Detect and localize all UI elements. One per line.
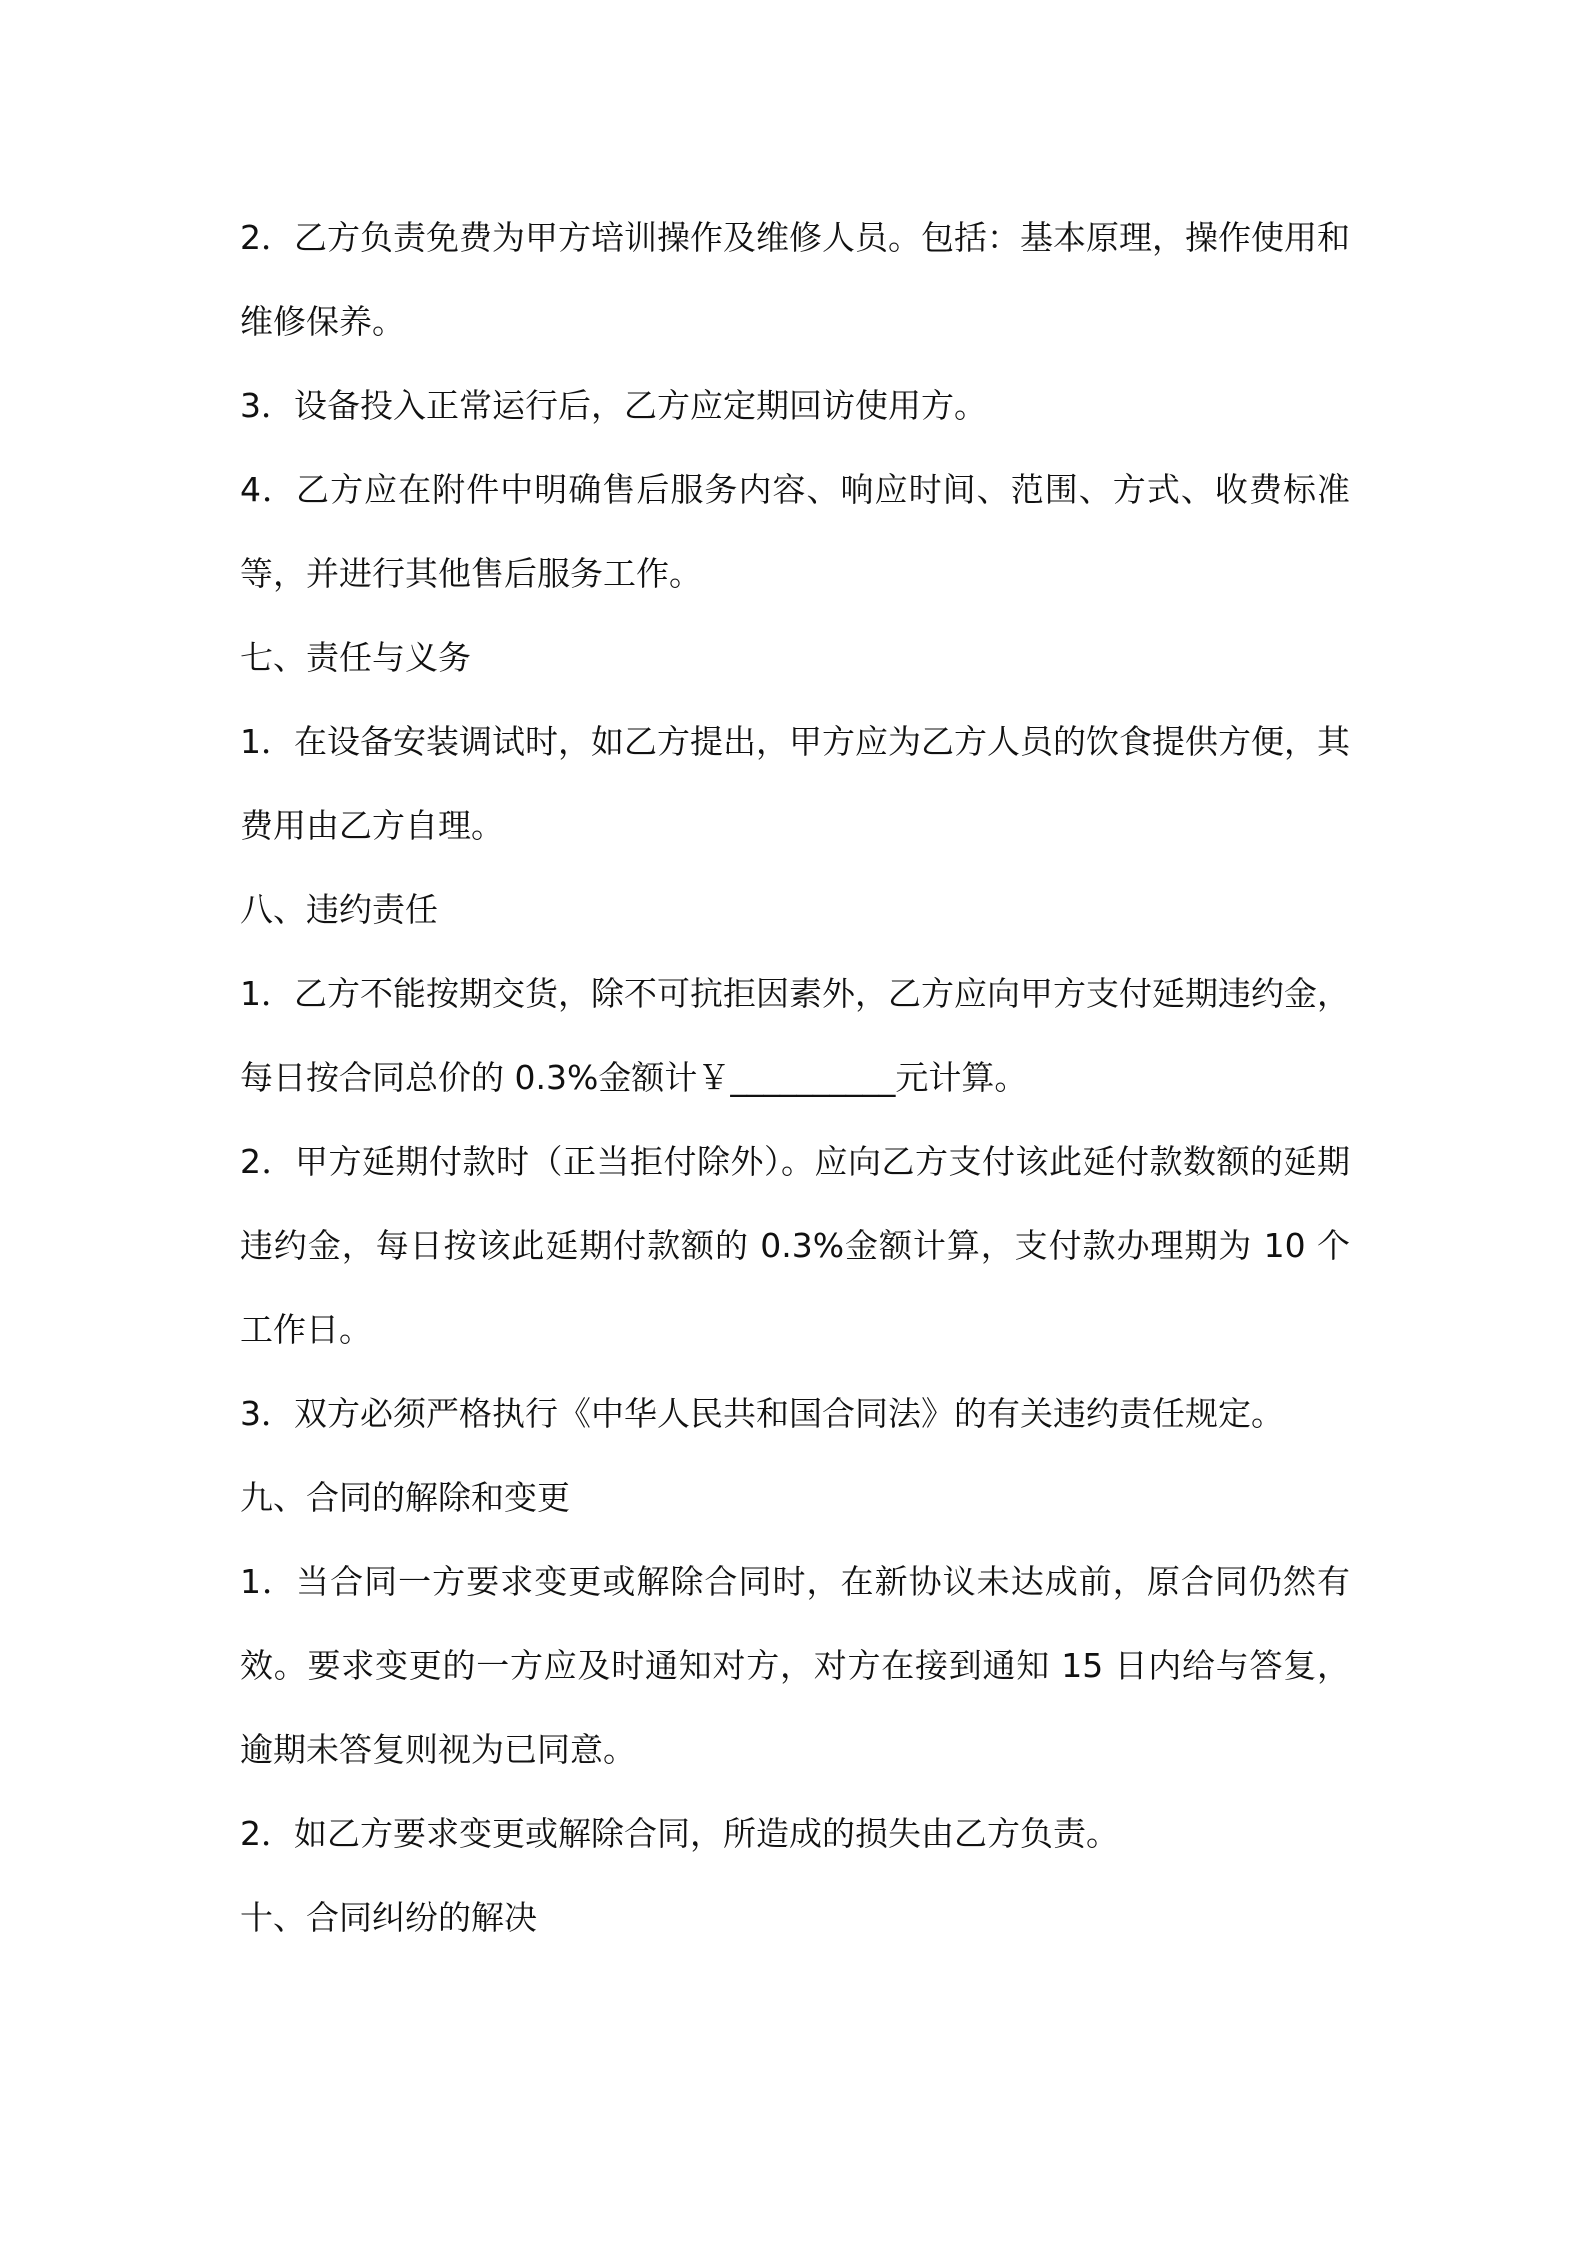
clause-7-1-installation-support: 1．在设备安装调试时，如乙方提出，甲方应为乙方人员的饮食提供方便，其费用由乙方自理。 (240, 722, 1350, 845)
clause-9-1-modification-notice: 1．当合同一方要求变更或解除合同时，在新协议未达成前，原合同仍然有效。要求变更的一方应及时通知对方，对方在接到通知 15 日内给与答复，逾期未答复则视为已同意。 (240, 1562, 1350, 1769)
section-heading-8: 八、违约责任 (240, 890, 438, 929)
clause-8-2-late-payment-penalty: 2．甲方延期付款时（正当拒付除外）。应向乙方支付该此延付款数额的延期违约金，每日按该此延期付款额的 0.3%金额计算，支付款办理期为 10 个工作日。 (240, 1142, 1350, 1349)
clause-6-2-training: 2．乙方负责免费为甲方培训操作及维修人员。包括：基本原理，操作使用和维修保养。 (240, 218, 1350, 341)
clause-9-2-termination-losses: 2．如乙方要求变更或解除合同，所造成的损失由乙方负责。 (240, 1814, 1119, 1853)
clause-6-4-after-sales-service: 4．乙方应在附件中明确售后服务内容、响应时间、范围、方式、收费标准等，并进行其他售后服务工作。 (240, 470, 1350, 593)
document-page (240, 196, 1350, 1960)
section-heading-9: 九、合同的解除和变更 (240, 1478, 570, 1517)
clause-8-1-late-delivery-penalty: 1．乙方不能按期交货，除不可抗拒因素外，乙方应向甲方支付延期违约金，每日按合同总价的 0.3%金额计￥__________元计算。 (240, 974, 1350, 1097)
clause-6-3-followup-visits: 3．设备投入正常运行后，乙方应定期回访使用方。 (240, 386, 987, 425)
section-heading-7: 七、责任与义务 (240, 638, 471, 677)
section-heading-10: 十、合同纠纷的解决 (240, 1898, 537, 1937)
clause-8-3-contract-law: 3．双方必须严格执行《中华人民共和国合同法》的有关违约责任规定。 (240, 1394, 1284, 1433)
